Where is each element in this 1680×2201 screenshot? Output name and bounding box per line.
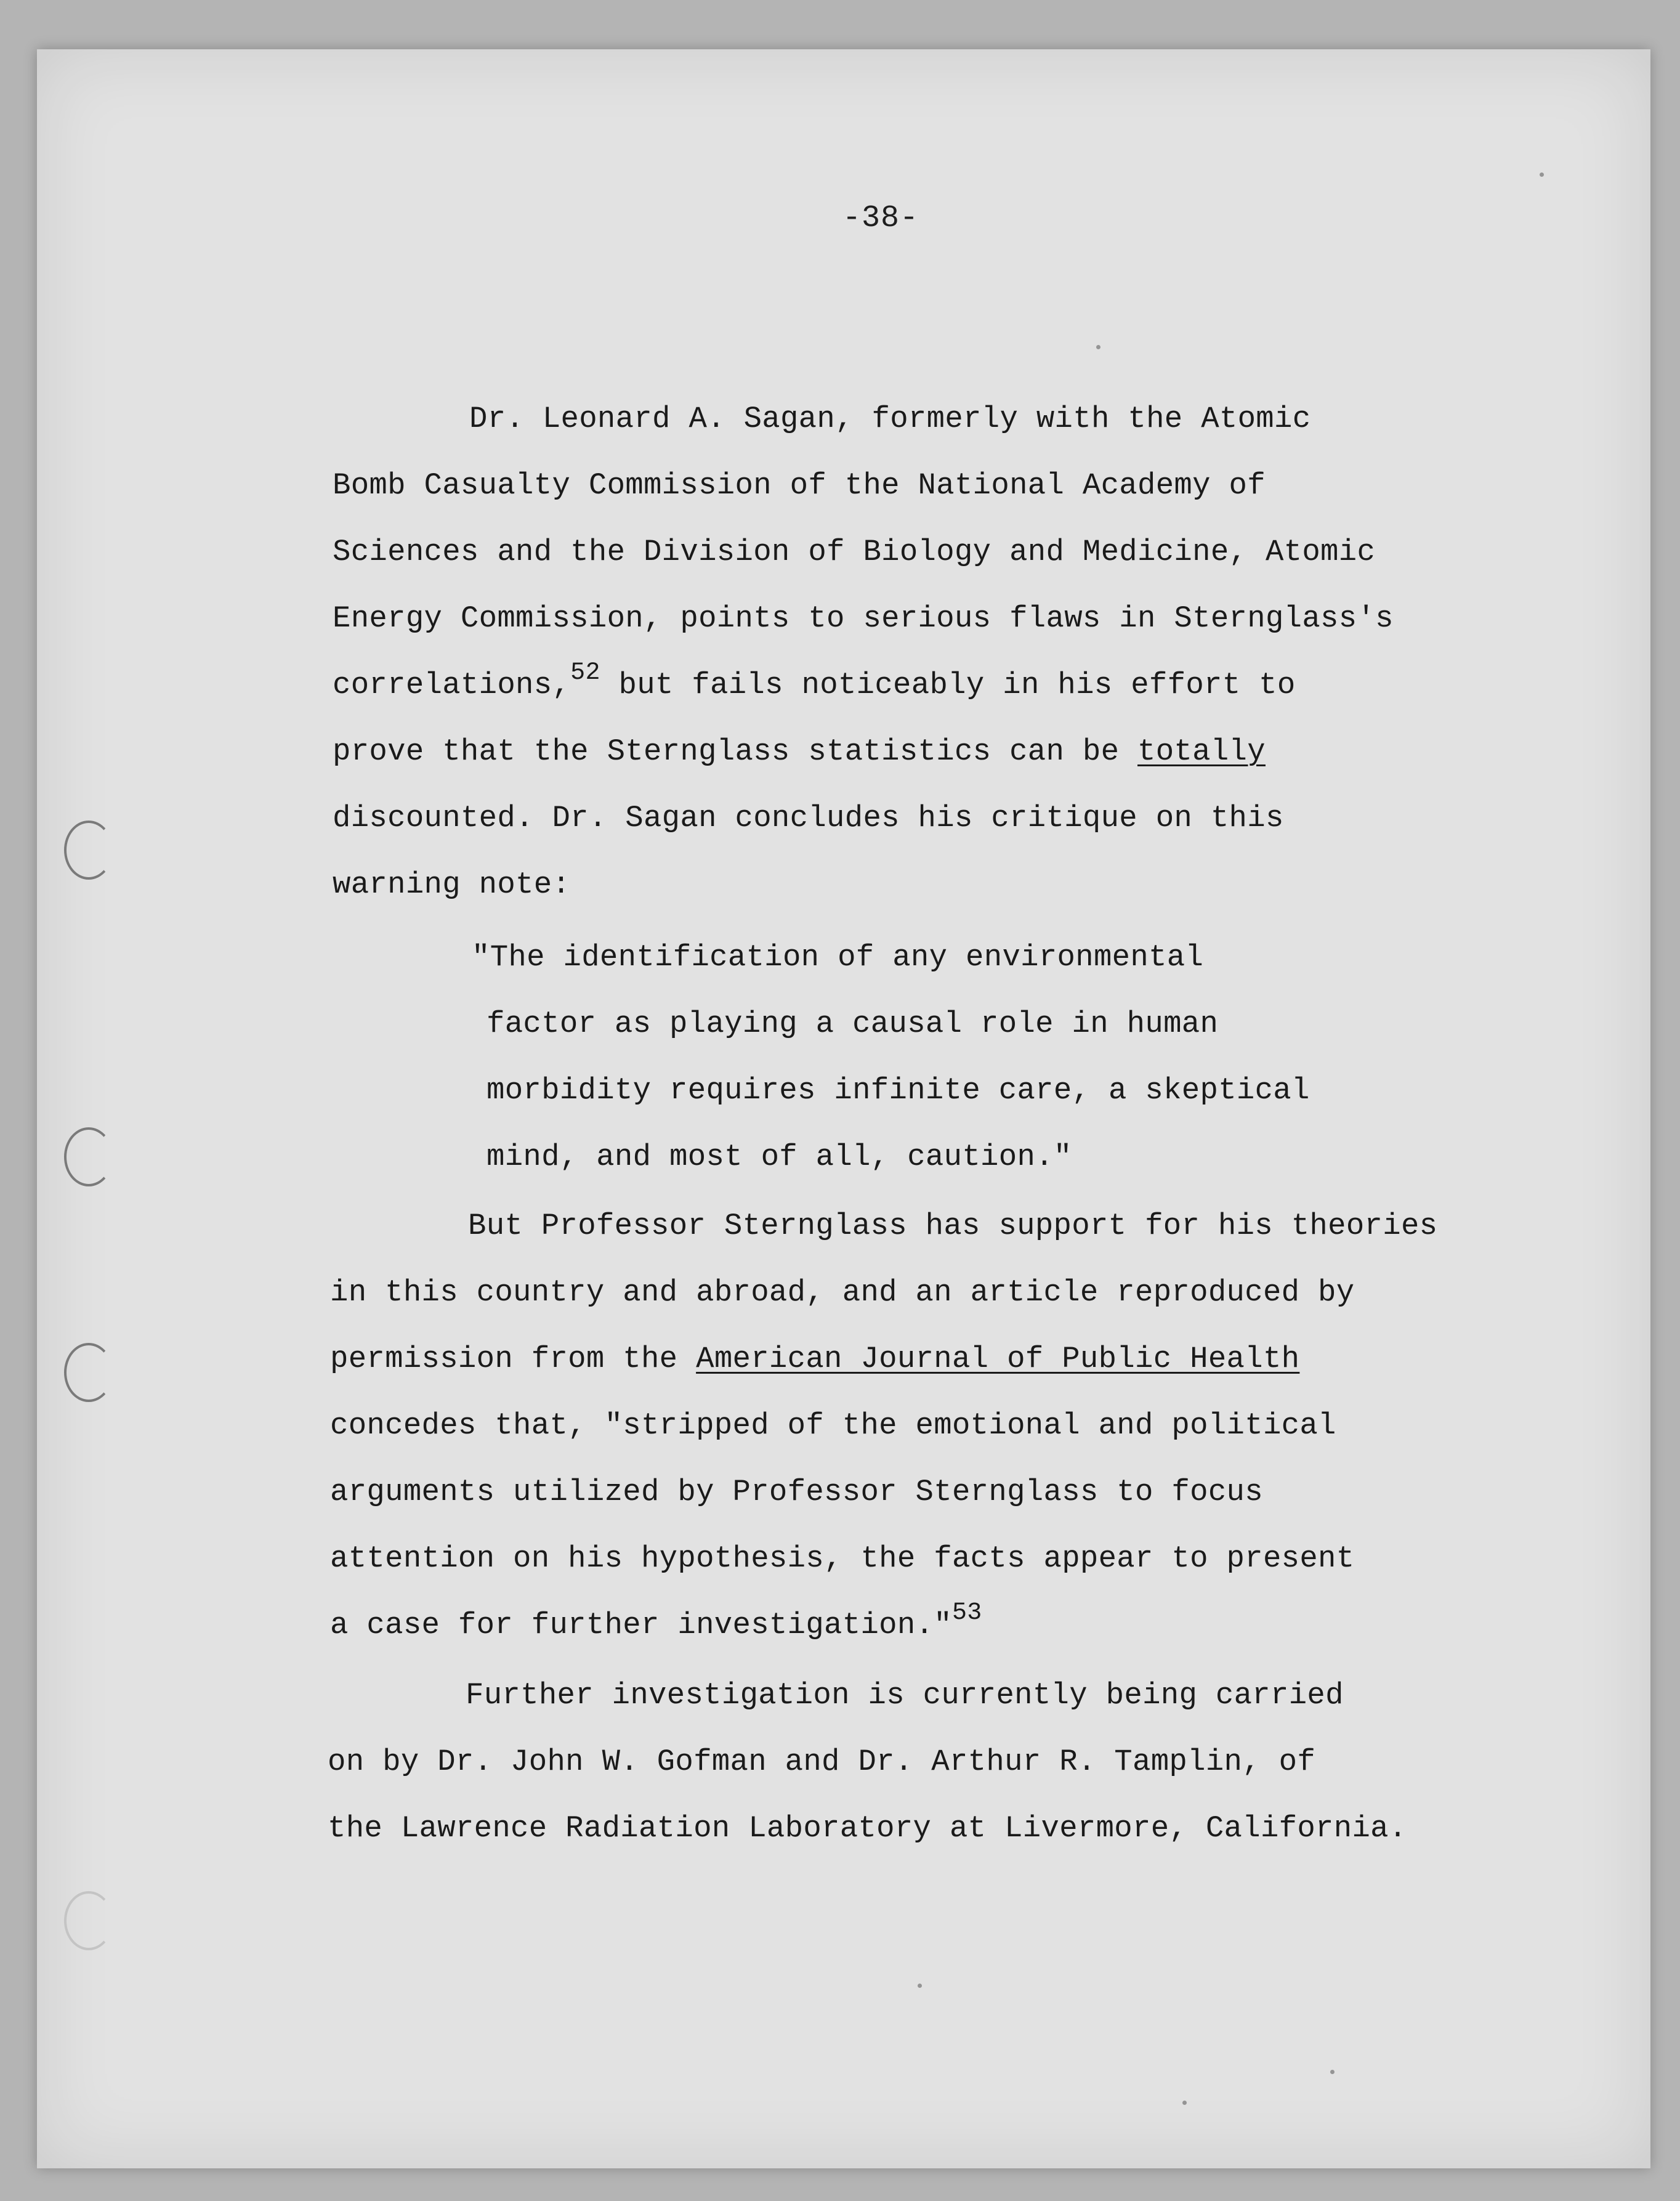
paragraph-3-line-2: on by Dr. John W. Gofman and Dr. Arthur R. Tamplin, of <box>328 1745 1316 1779</box>
scan-speck <box>1182 2101 1187 2105</box>
paragraph-2-line-7 <box>330 1599 982 1644</box>
punch-hole-1 <box>64 821 113 880</box>
line-text: correlations, <box>333 668 571 702</box>
punch-hole-2 <box>64 1127 113 1186</box>
paragraph-1-line-8: warning note: <box>333 867 571 902</box>
paragraph-2-line-5: arguments utilized by Professor Sternglass to focus <box>330 1475 1263 1509</box>
paragraph-2-line-2: in this country and abroad, and an article reproduced by <box>330 1275 1355 1310</box>
line-text: prove that the Sternglass statistics can be <box>333 734 1138 769</box>
page-number: -38- <box>842 201 919 236</box>
scan-speck <box>1096 345 1100 349</box>
paragraph-3-line-3: the Lawrence Radiation Laboratory at Livermore, California. <box>328 1811 1407 1846</box>
paragraph-2-line-3 <box>330 1340 1299 1377</box>
scan-speck <box>1540 172 1544 177</box>
paragraph-1-line-5 <box>333 659 1296 703</box>
punch-hole-3 <box>64 1343 113 1402</box>
paper-sheet <box>37 49 1650 2168</box>
scan-speck <box>918 1984 922 1988</box>
paragraph-1-line-1: Dr. Leonard A. Sagan, formerly with the Atomic <box>469 402 1311 436</box>
paragraph-2-line-1: But Professor Sternglass has support for his theories <box>468 1209 1438 1243</box>
paragraph-1-line-6 <box>333 733 1266 770</box>
punch-hole-4 <box>64 1891 113 1950</box>
paragraph-3-line-1: Further investigation is currently being carried <box>466 1678 1344 1713</box>
paragraph-1-line-2: Bomb Casualty Commission of the National Academy of <box>333 468 1266 503</box>
quote-line-1: "The identification of any environmental <box>472 940 1204 975</box>
underlined-totally: totally <box>1137 734 1266 769</box>
footnote-53: 53 <box>951 1599 982 1627</box>
paragraph-1-line-4: Energy Commission, points to serious flaws in Sternglass's <box>333 601 1394 636</box>
line-text: permission from the <box>330 1342 697 1376</box>
quote-line-4: mind, and most of all, caution." <box>487 1140 1072 1174</box>
journal-title: American Journal of Public Health <box>696 1342 1300 1376</box>
line-text: but fails noticeably in his effort to <box>600 668 1296 702</box>
footnote-52: 52 <box>570 659 600 687</box>
quote-line-3: morbidity requires infinite care, a skeptical <box>487 1073 1310 1108</box>
paragraph-1-line-7: discounted. Dr. Sagan concludes his critique on this <box>333 801 1284 835</box>
scan-speck <box>1330 2070 1335 2074</box>
paragraph-1-line-3: Sciences and the Division of Biology and Medicine, Atomic <box>333 535 1376 569</box>
line-text: a case for further investigation." <box>330 1608 952 1642</box>
paragraph-2-line-6: attention on his hypothesis, the facts appear to present <box>330 1541 1355 1576</box>
paragraph-2-line-4: concedes that, "stripped of the emotional and political <box>330 1408 1336 1443</box>
quote-line-2: factor as playing a causal role in human <box>487 1007 1219 1041</box>
